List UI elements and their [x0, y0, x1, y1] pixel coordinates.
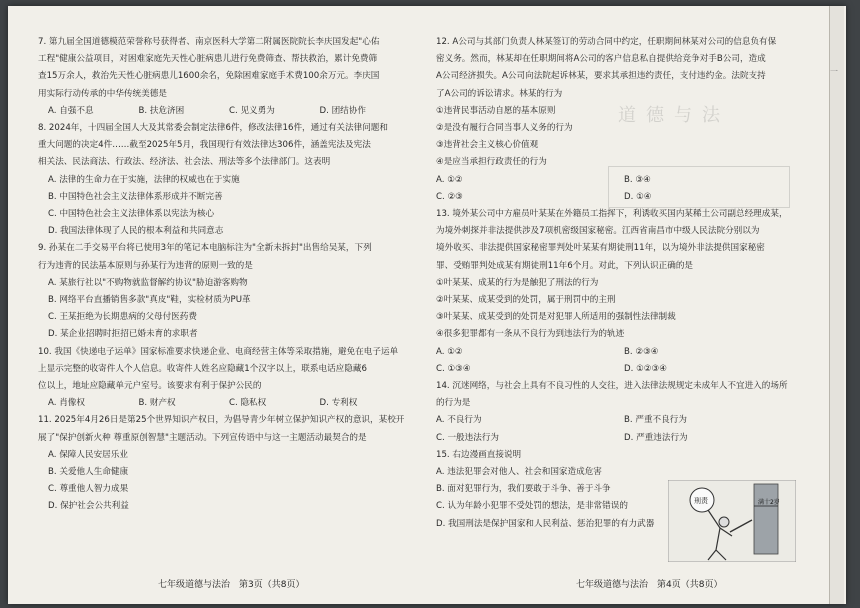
statement-item: ①叶某某、成某的行为是触犯了刑法的行为: [436, 277, 599, 288]
option-c: C. 见义勇为: [229, 105, 275, 116]
option-d: D. ①④: [624, 191, 652, 202]
option-b: B. 严重不良行为: [624, 415, 687, 426]
option-d: D. 团结协作: [319, 105, 366, 116]
option-c: C. 中国特色社会主义法律体系以宪法为核心: [48, 209, 215, 220]
option-b: B. 财产权: [138, 398, 176, 409]
figure-head: [719, 517, 729, 527]
bleed-through-heading: 道德与法: [618, 105, 730, 126]
option-a: A. ①②: [436, 346, 463, 357]
option-a: A. 自强不息: [48, 105, 94, 116]
option-d: D. 某企业招聘时拒招已婚未育的求职者: [48, 329, 198, 340]
statement-item: ②叶某某、成某受到的处罚，属于刑罚中的主刑: [436, 295, 616, 306]
question-7-line: 工程"健康公益项目，对困难家庭先天性心脏病患儿进行免费筛查、帮扶救治，累计免费筛: [38, 54, 378, 65]
option-a: A. 保障人民安居乐业: [48, 449, 128, 460]
question-13: [436, 206, 812, 378]
option-a: A. 违法犯罪会对他人、社会和国家造成危害: [436, 467, 602, 478]
right-column: [436, 34, 812, 533]
option-b: B. 网络平台直播销售多款"真皮"鞋，实检材质为PU革: [48, 295, 251, 306]
question-9-line: 行为违背的民法基本原则与孙某行为违背的原则一致的是: [38, 260, 253, 271]
page-spine: [829, 6, 844, 604]
question-10: [38, 344, 410, 413]
question-12-line: 12. A公司与其部门负责人林某签订的劳动合同中约定，任职期间林某对公司的信息负有保: [436, 37, 777, 47]
question-10-line: 上显示完整的收寄件人个人信息。收寄件人姓名应隐藏1个汉字以上，联系电话应隐藏6: [38, 363, 367, 374]
option-c: C. 隐私权: [229, 398, 267, 409]
option-a: A. ①②: [436, 174, 463, 185]
option-d: D. ①②③④: [624, 363, 667, 374]
height-ruler: [754, 484, 778, 554]
question-7-line: 用实际行动传承的中华传统美德是: [38, 88, 167, 99]
option-a: A. 不良行为: [436, 415, 482, 426]
question-8: [38, 120, 410, 240]
question-11: [38, 412, 410, 515]
footer-page-3: 七年级道德与法治 第3页（共8页）: [158, 580, 305, 590]
option-d: D. 我国刑法是保护国家和人民利益、惩治犯罪的有力武器: [436, 518, 655, 529]
question-13-line: 境外收买、非法提供国家秘密罪判处叶某某有期徒刑11年，以为境外非法提供国家秘密: [436, 243, 765, 254]
question-7-line: 7. 第九届全国道德模范荣誉称号获得者、南京医科大学第二附属医院院长李庆国发起"心佑: [38, 37, 380, 47]
question-14-line: 的行为是: [436, 398, 471, 409]
question-11-line: 11. 2025年4月26日是第25个世界知识产权日，为倡导青少年树立保护知识产权的意识，某校开: [38, 415, 405, 426]
footer-page-4: 七年级道德与法治 第4页（共8页）: [576, 580, 723, 590]
option-c: C. 认为年龄小犯罪不受处罚的想法，是非常错误的: [436, 501, 628, 512]
question-8-line: 重大问题的决定4件……截至2025年5月，我国现行有效法律达306件，涵盖宪法及宪法: [38, 140, 371, 151]
question-12-line: A公司经济损失。A公司向法院起诉林某，要求其承担违约责任，支付违约金。法院支持: [436, 71, 766, 82]
option-a: A. 法律的生命力在于实施，法律的权威也在于实施: [48, 174, 240, 185]
option-c: C. 王某拒绝为长期患病的父母付医药费: [48, 312, 197, 323]
question-8-line: 相关法、民法商法、行政法、经济法、社会法、刑法等多个法律部门。这表明: [38, 157, 331, 168]
option-d: D. 专利权: [319, 398, 358, 409]
statement-item: ③违背社会主义核心价值观: [436, 140, 539, 151]
option-a: A. 某旅行社以"不购物就监督解约协议"胁迫游客购物: [48, 277, 248, 288]
statement-item: ②是没有履行合同当事人义务的行为: [436, 123, 573, 134]
spine-text: 一: [830, 67, 838, 76]
question-11-line: 展了"保护创新火种 尊重原创智慧"主题活动。下列宣传语中与这一主题活动最契合的是: [38, 432, 367, 443]
age-label: 满十2岁: [758, 499, 780, 506]
option-c: C. 尊重他人智力成果: [48, 484, 129, 495]
exam-sheet: [8, 6, 846, 604]
option-d: D. 严重违法行为: [624, 432, 688, 443]
option-c: C. ①③④: [436, 363, 471, 374]
sign-label: 刑责: [694, 497, 708, 505]
option-b: B. 关爱他人生命健康: [48, 467, 129, 478]
question-12-line: 密义务。然而，林某却在任职期间将A公司的客户信息私自提供给竞争对手B公司，造成: [436, 54, 766, 65]
option-d: D. 我国法律体现了人民的根本利益和共同意志: [48, 226, 224, 237]
question-13-line: 罪、受贿罪判处成某有期徒刑11年6个月。对此，下列认识正确的是: [436, 260, 694, 271]
option-d: D. 保护社会公共利益: [48, 501, 129, 512]
statement-item: ④很多犯罪都有一条从不良行为到违法行为的轨迹: [436, 329, 625, 340]
option-b: B. 扶危济困: [138, 105, 185, 116]
option-c: C. ②③: [436, 191, 463, 202]
question-10-line: 10. 我国《快递电子运单》国家标准要求快递企业、电商经营主体等采取措施，避免在电子运单: [38, 346, 399, 357]
question-8-line: 8. 2024年，十四届全国人大及其常委会制定法律6件，修改法律16件，通过有关法律问题和: [38, 123, 388, 134]
cartoon-illustration: [668, 480, 796, 562]
option-a: A. 肖像权: [48, 398, 85, 409]
question-9-line: 9. 孙某在二手交易平台将已使用3年的笔记本电脑标注为"全新未拆封"出售给吴某，下列: [38, 243, 372, 254]
option-c: C. 一般违法行为: [436, 432, 500, 443]
statement-item: ③叶某某、成某受到的处罚是对犯罪人所适用的强制性法律制裁: [436, 312, 676, 323]
option-b: B. 中国特色社会主义法律体系形成并不断完善: [48, 191, 223, 202]
question-9: [38, 240, 410, 343]
option-b: B. ②③④: [624, 346, 659, 357]
question-12: [436, 34, 812, 206]
question-7-line: 查15万余人，救治先天性心脏病患儿1600余名，免除困难家庭手术费100余万元。李庆国: [38, 71, 380, 82]
question-13-line: 为境外刺探并非法提供涉及7项机密级国家秘密。江西省南昌市中级人民法院分别以为: [436, 226, 760, 237]
option-b: B. 面对犯罪行为，我们要敢于斗争、善于斗争: [436, 484, 611, 495]
statement-item: ①违背民事活动自愿的基本原则: [436, 105, 556, 116]
question-14-line: 14. 沉迷网络，与社会上具有不良习性的人交往，进入法律法规规定未成年人不宜进入的场所: [436, 381, 788, 392]
question-13-line: 13. 境外某公司中方雇员叶某某在外籍员工指挥下，利诱收买国内某稀土公司副总经理成某，: [436, 209, 788, 220]
option-b: B. ③④: [624, 174, 651, 185]
question-7: [38, 34, 410, 120]
question-12-line: 了A公司的诉讼请求。林某的行为: [436, 88, 563, 99]
question-10-line: 位以上，地址应隐藏单元户室号。该要求有利于保护公民的: [38, 381, 262, 392]
question-15-line: 15. 右边漫画直接说明: [436, 449, 522, 460]
left-column: [38, 34, 410, 516]
statement-item: ④是应当承担行政责任的行为: [436, 157, 547, 168]
question-14: [436, 378, 812, 447]
